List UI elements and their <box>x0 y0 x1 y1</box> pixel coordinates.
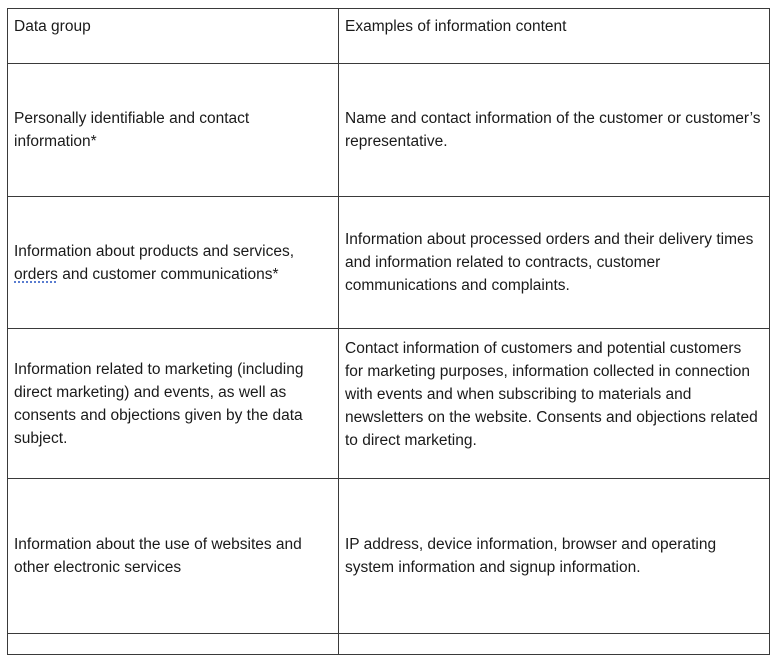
row-data-group: Personally identifiable and contact information* <box>8 64 339 197</box>
table-row <box>8 329 770 479</box>
row-examples: Contact information of customers and potential customers for marketing purposes, information collected in connection with events and when subscribing to materials and newsletters on the website. Consents and objections related to direct marketing. <box>339 329 770 479</box>
table-header-row <box>8 9 770 64</box>
row-data-group-suffix: and customer communications* <box>57 265 279 283</box>
row-data-group-prefix: Information about products and services, <box>14 242 295 260</box>
row-examples: Name and contact information of the customer or customer’s representative. <box>339 64 770 197</box>
header-data-group: Data group <box>8 9 339 64</box>
row-data-group <box>8 197 339 329</box>
data-groups-table <box>7 8 770 655</box>
header-examples: Examples of information content <box>339 9 770 64</box>
row-data-group: Information about the use of websites and other electronic services <box>8 479 339 634</box>
table-row <box>8 479 770 634</box>
table-row <box>8 197 770 329</box>
row-data-group-empty <box>8 634 339 655</box>
spellcheck-underlined-word: orders <box>14 265 58 283</box>
table-row-partial <box>8 634 770 655</box>
row-examples: IP address, device information, browser and operating system information and signup information. <box>339 479 770 634</box>
row-examples-empty <box>339 634 770 655</box>
table-row <box>8 64 770 197</box>
row-examples: Information about processed orders and their delivery times and information related to contracts, customer communications and complaints. <box>339 197 770 329</box>
row-data-group: Information related to marketing (including direct marketing) and events, as well as consents and objections given by the data subject. <box>8 329 339 479</box>
